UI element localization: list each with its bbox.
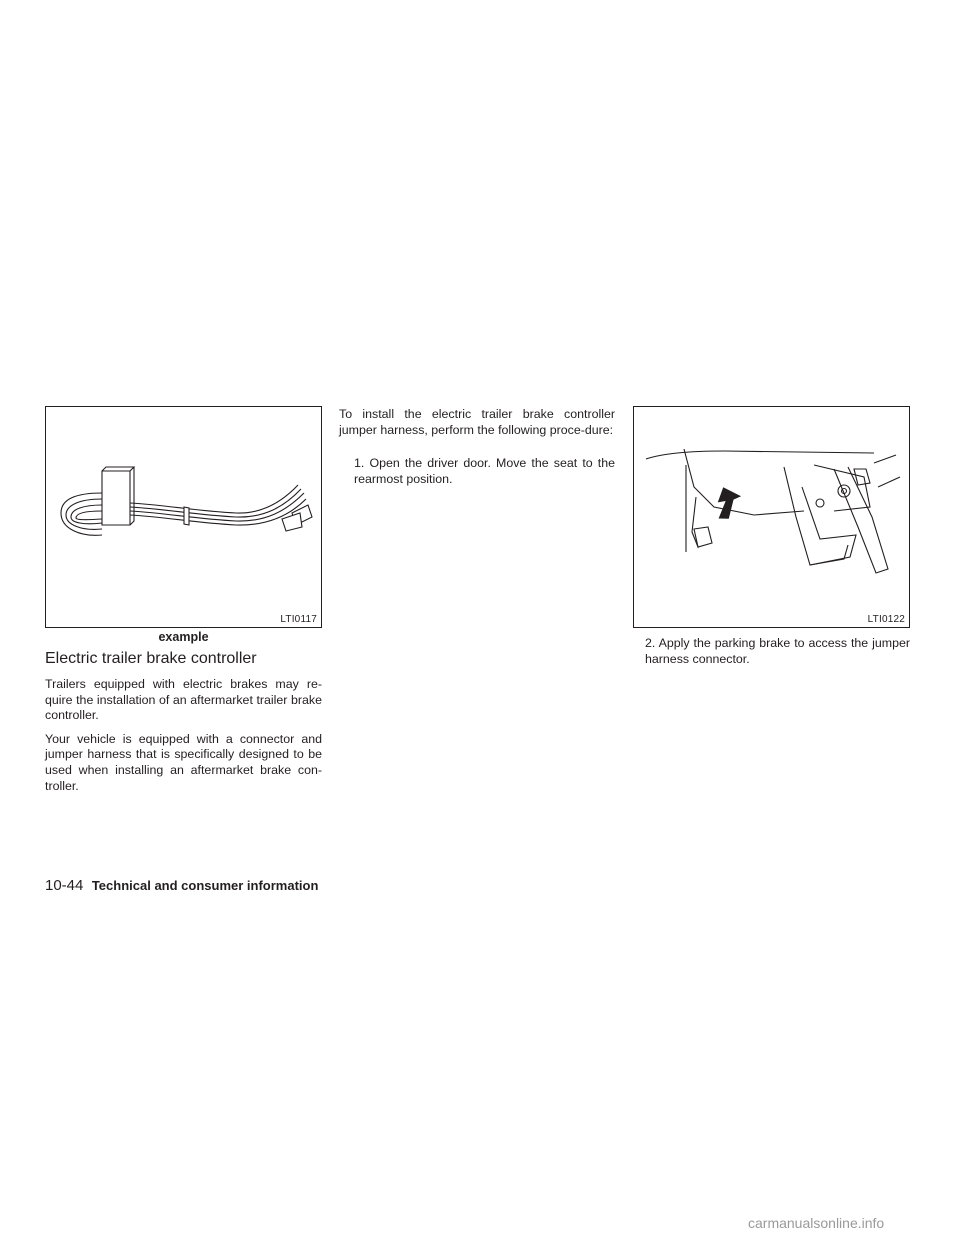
section-heading: Electric trailer brake controller xyxy=(45,650,257,667)
paragraph: Trailers equipped with electric brakes may re-quire the installation of an aftermarket trailer brake controller. xyxy=(45,677,322,723)
page-number: 10-44 xyxy=(45,877,84,894)
procedure-step-2 xyxy=(645,636,910,667)
site-watermark: carmanualsonline.info xyxy=(748,1215,885,1231)
procedure-step-1 xyxy=(354,456,615,487)
harness-figure xyxy=(45,406,322,628)
chapter-title: Technical and consumer information xyxy=(91,878,319,893)
step-number: 1. xyxy=(354,456,365,470)
figure-code: LTI0122 xyxy=(867,614,905,625)
figure-code: LTI0117 xyxy=(280,614,317,625)
procedure-intro: To install the electric trailer brake controller jumper harness, perform the following proce-dure: xyxy=(339,407,615,437)
step-number: 2. xyxy=(645,636,656,650)
page-footer xyxy=(45,877,545,895)
pedal-figure xyxy=(633,406,910,628)
pedal-illustration xyxy=(634,407,909,627)
step-text: Apply the parking brake to access the jumper harness connector. xyxy=(645,636,911,666)
paragraph: Your vehicle is equipped with a connector and jumper harness that is specifically designed to be used when installing an aftermarket brake con-troller. xyxy=(45,731,322,793)
harness-illustration xyxy=(46,407,321,627)
body-text-left xyxy=(45,677,322,794)
step-text: Open the driver door. Move the seat to the rearmost position. xyxy=(354,456,615,486)
figure-caption: example xyxy=(158,630,209,644)
